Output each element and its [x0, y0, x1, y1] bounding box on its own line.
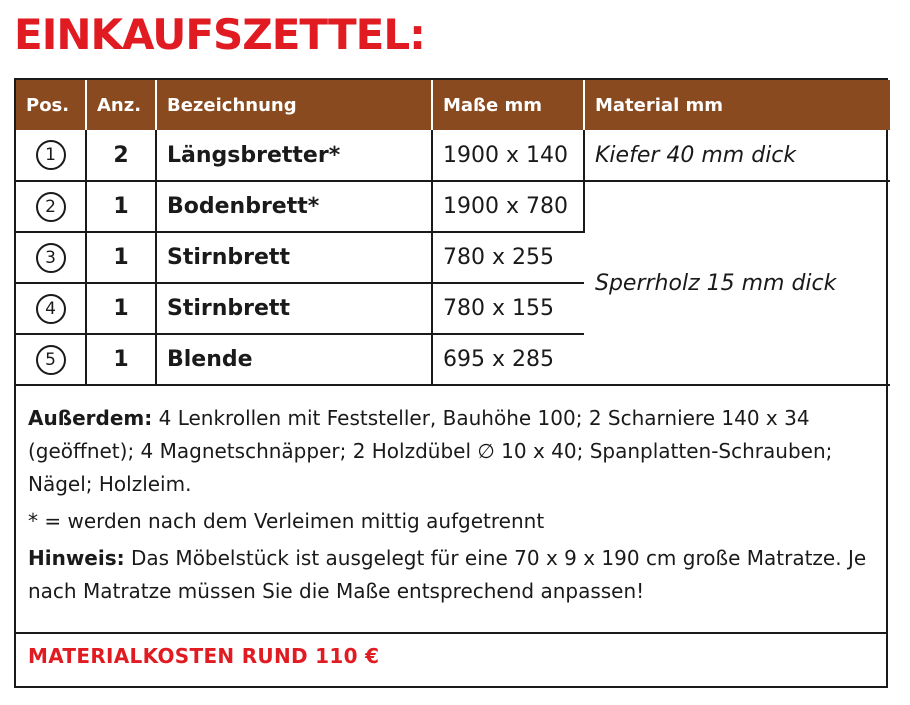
name-cell: Blende	[156, 334, 432, 385]
size-cell: 1900 x 780	[432, 181, 584, 232]
name-cell: Bodenbrett*	[156, 181, 432, 232]
hint-text: Das Möbelstück ist ausgelegt für eine 70 x 9 x 190 cm große Matratze. Je nach Matratze müssen Sie die Maße entsprechend anpassen!	[28, 546, 867, 603]
additional-items-note	[28, 402, 874, 501]
shopping-list-table	[14, 78, 888, 688]
material-cell: Sperrholz 15 mm dick	[584, 181, 890, 385]
name-cell: Stirnbrett	[156, 232, 432, 283]
additional-items-text: 4 Lenkrollen mit Feststeller, Bauhöhe 100; 2 Scharniere 140 x 34 (geöffnet); 4 Magnetschnäpper; 2 Holzdübel ∅ 10 x 40; Spanplatten-Schrauben; Nägel; Holzleim.	[28, 406, 833, 496]
material-cost: MATERIALKOSTEN RUND 110 €	[28, 644, 380, 668]
parts-table	[16, 80, 890, 386]
hint-note	[28, 542, 874, 608]
size-cell: 695 x 285	[432, 334, 584, 385]
additional-items-label: Außerdem:	[28, 406, 153, 430]
table-header-row	[16, 80, 890, 130]
footnote: * = werden nach dem Verleimen mittig aufgetrennt	[28, 509, 545, 533]
position-number: 4	[36, 294, 66, 324]
size-cell: 780 x 155	[432, 283, 584, 334]
page-title: EINKAUFSZETTEL:	[14, 10, 425, 59]
material-cell: Kiefer 40 mm dick	[584, 130, 890, 181]
position-number: 5	[36, 345, 66, 375]
quantity-cell: 1	[86, 334, 156, 385]
column-header-size: Maße mm	[432, 80, 584, 130]
name-cell: Längsbretter*	[156, 130, 432, 181]
column-header-name: Bezeichnung	[156, 80, 432, 130]
quantity-cell: 1	[86, 232, 156, 283]
table-row	[16, 130, 890, 181]
position-number: 1	[36, 140, 66, 170]
quantity-cell: 2	[86, 130, 156, 181]
name-cell: Stirnbrett	[156, 283, 432, 334]
size-cell: 780 x 255	[432, 232, 584, 283]
notes-section	[16, 390, 886, 634]
quantity-cell: 1	[86, 181, 156, 232]
column-header-pos: Pos.	[16, 80, 86, 130]
size-cell: 1900 x 140	[432, 130, 584, 181]
hint-label: Hinweis:	[28, 546, 125, 570]
position-number: 2	[36, 192, 66, 222]
column-header-material: Material mm	[584, 80, 890, 130]
quantity-cell: 1	[86, 283, 156, 334]
position-number: 3	[36, 243, 66, 273]
column-header-qty: Anz.	[86, 80, 156, 130]
table-row	[16, 181, 890, 232]
